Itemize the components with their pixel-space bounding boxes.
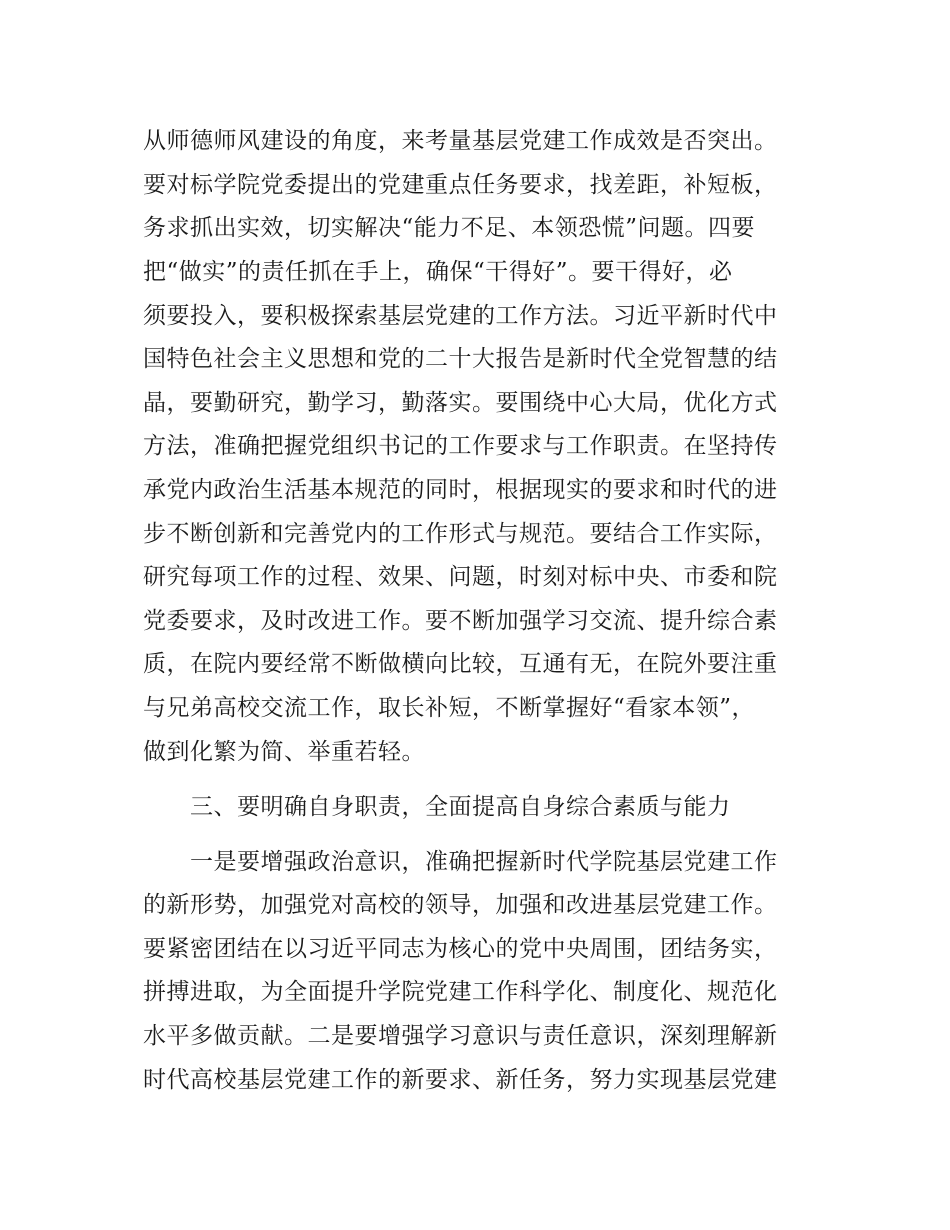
paragraph-1-line-3: 务求抓出实效，切实解决“能力不足、本领恐慌”问题。四要	[143, 215, 756, 241]
paragraph-2-line-2: 的新形势，加强党对高校的领导，加强和改进基层党建工作。	[143, 892, 778, 918]
paragraph-1-line-14: 与兄弟高校交流工作，取长补短，不断掌握好“看家本领”，	[143, 695, 756, 721]
paragraph-1-line-12: 党委要求，及时改进工作。要不断加强学习交流、提升综合素	[143, 608, 778, 634]
paragraph-1-line-9: 承党内政治生活基本规范的同时，根据现实的要求和时代的进	[143, 477, 778, 503]
paragraph-1-line-4: 把“做实”的责任抓在手上，确保“干得好”。要干得好，必	[143, 259, 733, 285]
paragraph-1-line-10: 步不断创新和完善党内的工作形式与规范。要结合工作实际，	[143, 521, 778, 547]
paragraph-2-line-3: 要紧密团结在以习近平同志为核心的党中央周围，团结务实，	[143, 936, 778, 962]
paragraph-1-line-6: 国特色社会主义思想和党的二十大报告是新时代全党智慧的结	[143, 346, 778, 372]
paragraph-1-line-8: 方法，准确把握党组织书记的工作要求与工作职责。在坚持传	[143, 433, 778, 459]
paragraph-1-line-5: 须要投入，要积极探索基层党建的工作方法。习近平新时代中	[143, 303, 778, 329]
paragraph-2-line-5: 水平多做贡献。二是要增强学习意识与责任意识，深刻理解新	[143, 1023, 778, 1049]
paragraph-2-line-6: 时代高校基层党建工作的新要求、新任务，努力实现基层党建	[143, 1067, 778, 1093]
paragraph-2-line-1: 一是要增强政治意识，准确把握新时代学院基层党建工作	[190, 849, 778, 875]
paragraph-1-line-13: 质，在院内要经常不断做横向比较，互通有无，在院外要注重	[143, 651, 778, 677]
paragraph-1-line-1: 从师德师风建设的角度，来考量基层党建工作成效是否突出。	[143, 128, 778, 154]
paragraph-1-line-15: 做到化繁为简、举重若轻。	[143, 739, 425, 765]
section-heading: 三、要明确自身职责，全面提高自身综合素质与能力	[190, 794, 731, 820]
paragraph-1-line-2: 要对标学院党委提出的党建重点任务要求，找差距，补短板，	[143, 172, 778, 198]
paragraph-1-line-11: 研究每项工作的过程、效果、问题，时刻对标中央、市委和院	[143, 564, 778, 590]
paragraph-2-line-4: 拼搏进取，为全面提升学院党建工作科学化、制度化、规范化	[143, 979, 778, 1005]
paragraph-1-line-7: 晶，要勤研究，勤学习，勤落实。要围绕中心大局，优化方式	[143, 390, 778, 416]
